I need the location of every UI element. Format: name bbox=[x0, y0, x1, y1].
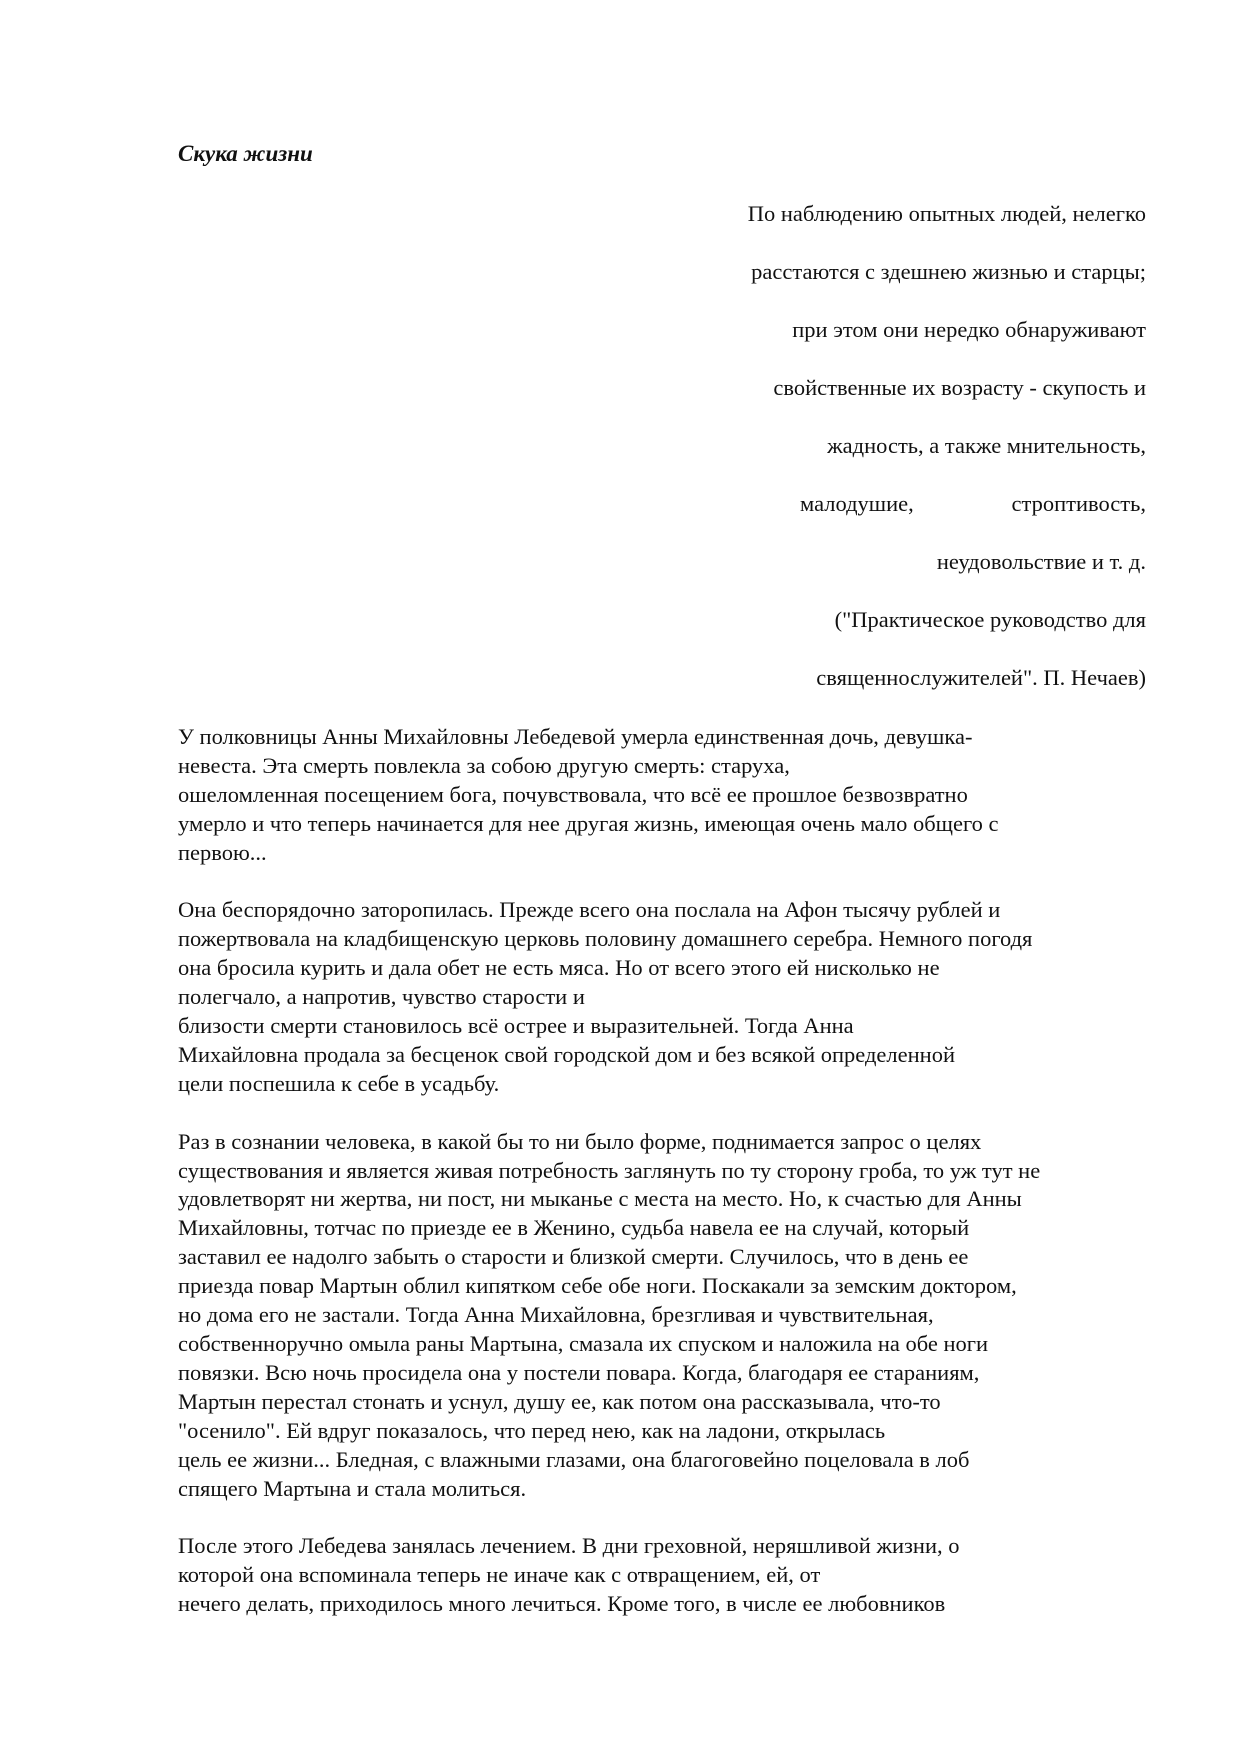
text-line: умерло и что теперь начинается для нее другая жизнь, имеющая очень мало общего с bbox=[178, 810, 999, 836]
text-line: она бросила курить и дала обет не есть мяса. Но от всего этого ей нисколько не bbox=[178, 955, 940, 981]
text-line: которой она вспоминала теперь не иначе как с отвращением, ей, от bbox=[178, 1562, 821, 1588]
story-body bbox=[178, 723, 1158, 1648]
text-line: близости смерти становилось всё острее и выразительней. Тогда Анна bbox=[178, 1013, 854, 1039]
text-line: существования и является живая потребность заглянуть по ту сторону гроба, то уж тут не bbox=[178, 1157, 1041, 1183]
paragraph bbox=[178, 896, 1158, 1098]
epigraph-line: жадность, а также мнительность, bbox=[827, 433, 1146, 458]
text-line: невеста. Эта смерть повлекла за собою другую смерть: старуха, bbox=[178, 752, 790, 778]
text-line: полегчало, а напротив, чувство старости и bbox=[178, 984, 585, 1010]
paragraph bbox=[178, 1128, 1158, 1504]
epigraph-line: неудовольствие и т. д. bbox=[936, 549, 1146, 574]
text-line: После этого Лебедева занялась лечением. В дни греховной, неряшливой жизни, о bbox=[178, 1533, 960, 1559]
text-line: повязки. Всю ночь просидела она у постели повара. Когда, благодаря ее стараниям, bbox=[178, 1359, 980, 1385]
text-line: цели поспешила к себе в усадьбу. bbox=[178, 1070, 500, 1096]
text-line: Мартын перестал стонать и уснул, душу ее, как потом она рассказывала, что-то bbox=[178, 1388, 941, 1414]
text-line: ошеломленная посещением бога, почувствовала, что всё ее прошлое безвозвратно bbox=[178, 781, 968, 807]
epigraph-source-line: ("Практическое руководство для bbox=[834, 607, 1146, 632]
text-line: Раз в сознании человека, в какой бы то ни было форме, поднимается запрос о целях bbox=[178, 1128, 982, 1154]
text-line: нечего делать, приходилось много лечиться. Кроме того, в числе ее любовников bbox=[178, 1591, 946, 1617]
text-line: приезда повар Мартын облил кипятком себе обе ноги. Поскакали за земским доктором, bbox=[178, 1273, 1017, 1299]
epigraph-line: По наблюдению опытных людей, нелегко bbox=[747, 201, 1146, 226]
text-line: У полковницы Анны Михайловны Лебедевой умерла единственная дочь, девушка- bbox=[178, 724, 973, 749]
epigraph-source-line: священнослужителей". П. Нечаев) bbox=[816, 665, 1146, 690]
epigraph bbox=[676, 199, 1146, 721]
epigraph-line: свойственные их возрасту - скупость и bbox=[773, 375, 1146, 400]
text-line: "осенило". Ей вдруг показалось, что перед нею, как на ладони, открылась bbox=[178, 1417, 886, 1443]
text-line: Михайловны, тотчас по приезде ее в Женино, судьба навела ее на случай, который bbox=[178, 1215, 970, 1241]
text-line: собственноручно омыла раны Мартына, смазала их спуском и наложила на обе ноги bbox=[178, 1331, 989, 1356]
epigraph-word: строптивость, bbox=[1011, 491, 1146, 516]
story-title: Скука жизни bbox=[178, 141, 313, 166]
paragraph bbox=[178, 1532, 1158, 1619]
text-line: но дома его не застали. Тогда Анна Михайловна, брезгливая и чувствительная, bbox=[178, 1302, 934, 1328]
paragraph bbox=[178, 723, 1158, 868]
epigraph-line: при этом они нередко обнаруживают bbox=[792, 317, 1146, 342]
text-line: Михайловна продала за бесценок свой городской дом и без всякой определенной bbox=[178, 1041, 955, 1067]
text-line: Она беспорядочно заторопилась. Прежде всего она послала на Афон тысячу рублей и bbox=[178, 897, 1001, 923]
epigraph-line-justified bbox=[676, 489, 1146, 547]
text-line: первою... bbox=[178, 839, 267, 865]
epigraph-word: малодушие, bbox=[800, 491, 914, 516]
text-line: удовлетворят ни жертва, ни пост, ни мыканье с места на место. Но, к счастью для Анны bbox=[178, 1186, 1022, 1212]
text-line: цель ее жизни... Бледная, с влажными глазами, она благоговейно поцеловала в лоб bbox=[178, 1446, 970, 1472]
text-line: спящего Мартына и стала молиться. bbox=[178, 1475, 527, 1501]
text-line: пожертвовала на кладбищенскую церковь половину домашнего серебра. Немного погодя bbox=[178, 926, 1033, 952]
epigraph-line: расстаются с здешнею жизнью и старцы; bbox=[751, 259, 1146, 284]
text-line: заставил ее надолго забыть о старости и близкой смерти. Случилось, что в день ее bbox=[178, 1244, 969, 1270]
